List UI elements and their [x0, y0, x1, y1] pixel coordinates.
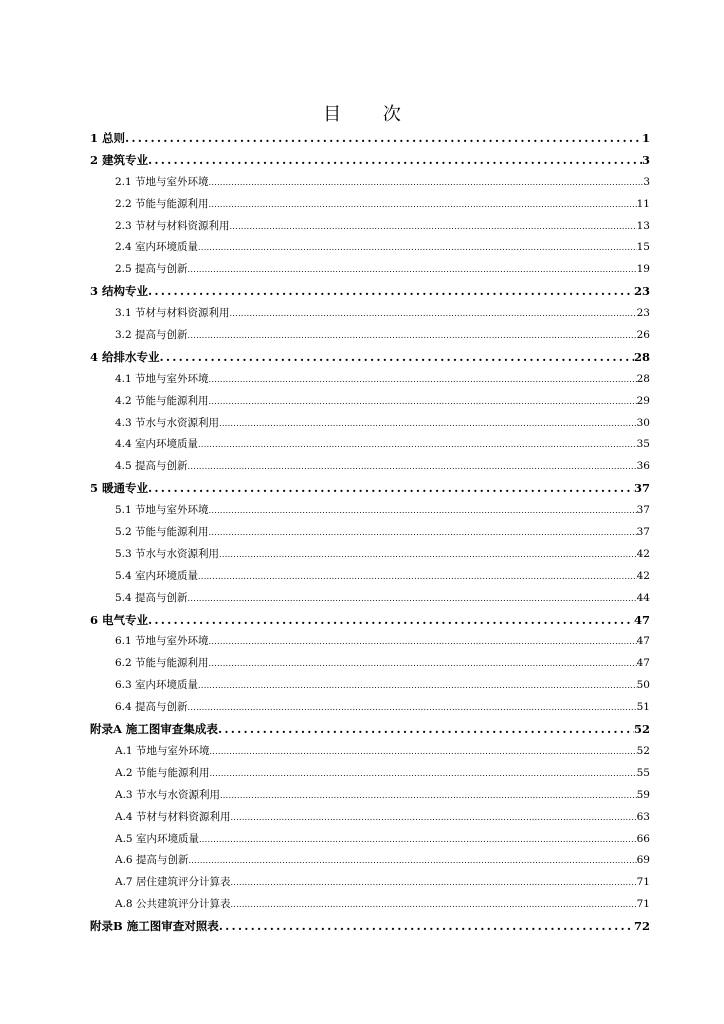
dot-leader [220, 791, 637, 800]
toc-page-number: 47 [633, 612, 650, 627]
toc-page-number: 44 [636, 591, 650, 604]
toc-entry-label: A.1 节地与室外环境 [115, 744, 210, 757]
toc-page-number: 15 [636, 241, 650, 254]
dot-leader [160, 350, 634, 364]
toc-entry-label: 5.4 室内环境质量 [115, 569, 199, 582]
toc-page-number: 36 [636, 460, 650, 473]
toc-entry-label: 4 给排水专业 [90, 349, 160, 364]
table-of-contents [90, 128, 650, 938]
toc-section-entry[interactable] [90, 653, 650, 675]
toc-page-number: 37 [636, 504, 650, 517]
toc-page-number: 37 [636, 526, 650, 539]
toc-entry-label: 附录B 施工图审查对照表 [90, 919, 219, 934]
toc-page-number: 47 [636, 635, 650, 648]
dot-leader [198, 572, 637, 581]
toc-entry-label: 4.2 节能与能源利用 [115, 394, 209, 407]
toc-page-number: 23 [636, 307, 650, 320]
toc-section-entry[interactable] [90, 741, 650, 763]
dot-leader [188, 331, 637, 340]
toc-page-number: 47 [636, 657, 650, 670]
toc-section-entry[interactable] [90, 807, 650, 829]
dot-leader [199, 835, 637, 844]
toc-section-entry[interactable] [90, 303, 650, 325]
toc-section-entry[interactable] [90, 194, 650, 216]
toc-section-entry[interactable] [90, 588, 650, 610]
toc-section-entry[interactable] [90, 566, 650, 588]
toc-entry-label: 2 建筑专业 [90, 152, 149, 167]
dot-leader [148, 613, 634, 627]
toc-entry-label: 4.5 提高与创新 [115, 460, 188, 473]
dot-leader [219, 550, 637, 559]
toc-entry-label: 6.1 节地与室外环境 [115, 635, 209, 648]
toc-entry-label: 5.4 提高与创新 [115, 591, 188, 604]
dot-leader [209, 747, 636, 756]
toc-section-entry[interactable] [90, 894, 650, 916]
toc-page-number: 11 [636, 197, 650, 210]
toc-entry-label: 5 暖通专业 [90, 481, 149, 496]
toc-page-number: 28 [633, 349, 650, 364]
dot-leader [148, 153, 642, 167]
dot-leader [209, 506, 637, 515]
toc-section-entry[interactable] [90, 763, 650, 785]
toc-entry-label: 3.1 节材与材料资源利用 [115, 307, 230, 320]
toc-page-number: 26 [636, 329, 650, 342]
dot-leader [188, 703, 637, 712]
dot-leader [188, 462, 637, 471]
dot-leader [230, 222, 637, 231]
dot-leader [219, 419, 637, 428]
dot-leader [188, 265, 637, 274]
toc-section-entry[interactable] [90, 544, 650, 566]
toc-section-entry[interactable] [90, 522, 650, 544]
dot-leader [219, 919, 634, 933]
toc-section-entry[interactable] [90, 216, 650, 238]
toc-section-entry[interactable] [90, 237, 650, 259]
toc-entry-label: 5.2 节能与能源利用 [115, 526, 209, 539]
toc-section-entry[interactable] [90, 829, 650, 851]
toc-entry-label: 5.3 节水与水资源利用 [115, 547, 220, 560]
toc-section-entry[interactable] [90, 391, 650, 413]
dot-leader [209, 200, 637, 209]
toc-entry-label: 4.1 节地与室外环境 [115, 372, 209, 385]
dot-leader [230, 878, 636, 887]
toc-section-entry[interactable] [90, 631, 650, 653]
toc-page-number: 42 [636, 569, 650, 582]
toc-entry-label: 2.4 室内环境质量 [115, 241, 199, 254]
toc-page-number: 1 [641, 131, 650, 145]
toc-page-number: 19 [636, 263, 650, 276]
dot-leader [198, 681, 637, 690]
toc-chapter-entry[interactable] [90, 347, 650, 369]
toc-page-number: 63 [636, 810, 650, 823]
dot-leader [148, 481, 634, 495]
toc-entry-label: 4.4 室内环境质量 [115, 438, 199, 451]
dot-leader [209, 397, 637, 406]
toc-page-number: 71 [636, 898, 650, 911]
toc-section-entry[interactable] [90, 785, 650, 807]
toc-entry-label: 2.3 节材与材料资源利用 [115, 219, 230, 232]
toc-section-entry[interactable] [90, 259, 650, 281]
toc-page-number: 13 [636, 219, 650, 232]
toc-page-number: 28 [636, 372, 650, 385]
dot-leader [209, 178, 644, 187]
toc-section-entry[interactable] [90, 850, 650, 872]
toc-entry-label: 6.4 提高与创新 [115, 701, 188, 714]
toc-entry-label: A.6 提高与创新 [115, 854, 189, 867]
toc-entry-label: 附录A 施工图审查集成表 [90, 722, 218, 737]
toc-entry-label: 3 结构专业 [90, 284, 149, 299]
dot-leader [188, 594, 637, 603]
dot-leader [209, 375, 637, 384]
toc-entry-label: 6 电气专业 [90, 612, 149, 627]
toc-entry-label: A.4 节材与材料资源利用 [115, 810, 231, 823]
toc-chapter-entry[interactable] [90, 916, 650, 938]
toc-chapter-entry[interactable] [90, 281, 650, 303]
dot-leader [230, 813, 636, 822]
toc-page-number: 37 [633, 481, 650, 496]
dot-leader [198, 243, 637, 252]
toc-entry-label: A.3 节水与水资源利用 [115, 788, 220, 801]
toc-entry-label: 2.2 节能与能源利用 [115, 197, 209, 210]
toc-entry-label: A.5 室内环境质量 [115, 832, 199, 845]
toc-page-number: 52 [636, 744, 650, 757]
dot-leader [209, 659, 637, 668]
dot-leader [188, 856, 636, 865]
dot-leader [230, 900, 636, 909]
toc-page-number: 72 [633, 919, 650, 934]
toc-section-entry[interactable] [90, 369, 650, 391]
toc-page-number: 3 [641, 152, 650, 167]
toc-section-entry[interactable] [90, 413, 650, 435]
toc-entry-label: A.8 公共建筑评分计算表 [115, 898, 231, 911]
dot-leader [209, 528, 637, 537]
dot-leader [198, 440, 637, 449]
toc-entry-label: 4.3 节水与水资源利用 [115, 416, 220, 429]
toc-chapter-entry[interactable] [90, 610, 650, 632]
toc-section-entry[interactable] [90, 697, 650, 719]
toc-page-number: 50 [636, 679, 650, 692]
toc-page-number: 51 [636, 701, 650, 714]
dot-leader [218, 722, 634, 736]
toc-section-entry[interactable] [90, 172, 650, 194]
toc-page-number: 66 [636, 832, 650, 845]
toc-page-number: 30 [636, 416, 650, 429]
dot-leader [148, 284, 634, 298]
toc-page-number: 59 [636, 788, 650, 801]
toc-entry-label: 2.5 提高与创新 [115, 263, 188, 276]
toc-page-number: 42 [636, 547, 650, 560]
dot-leader [230, 309, 637, 318]
toc-chapter-entry[interactable] [90, 719, 650, 741]
toc-page-number: 52 [633, 722, 650, 737]
toc-page-number: 3 [643, 175, 650, 188]
toc-section-entry[interactable] [90, 675, 650, 697]
toc-entry-label: 5.1 节地与室外环境 [115, 504, 209, 517]
toc-entry-label: A.2 节能与能源利用 [115, 766, 210, 779]
toc-page-number: 71 [636, 876, 650, 889]
dot-leader [209, 769, 636, 778]
toc-entry-label: 6.2 节能与能源利用 [115, 657, 209, 670]
dot-leader [209, 637, 637, 646]
toc-section-entry[interactable] [90, 456, 650, 478]
page-title: 目 次 [323, 104, 419, 125]
dot-leader [125, 131, 642, 145]
toc-entry-label: A.7 居住建筑评分计算表 [115, 876, 231, 889]
toc-section-entry[interactable] [90, 434, 650, 456]
toc-entry-label: 2.1 节地与室外环境 [115, 175, 209, 188]
toc-chapter-entry[interactable] [90, 150, 650, 172]
toc-section-entry[interactable] [90, 325, 650, 347]
toc-entry-label: 3.2 提高与创新 [115, 329, 188, 342]
toc-section-entry[interactable] [90, 872, 650, 894]
toc-chapter-entry[interactable] [90, 128, 650, 150]
toc-page-number: 55 [636, 766, 650, 779]
toc-entry-label: 6.3 室内环境质量 [115, 679, 199, 692]
toc-page-number: 23 [633, 284, 650, 299]
toc-entry-label: 1 总则 [90, 131, 126, 145]
toc-page-number: 69 [636, 854, 650, 867]
toc-page-number: 35 [636, 438, 650, 451]
toc-page-number: 29 [636, 394, 650, 407]
toc-section-entry[interactable] [90, 500, 650, 522]
toc-chapter-entry[interactable] [90, 478, 650, 500]
